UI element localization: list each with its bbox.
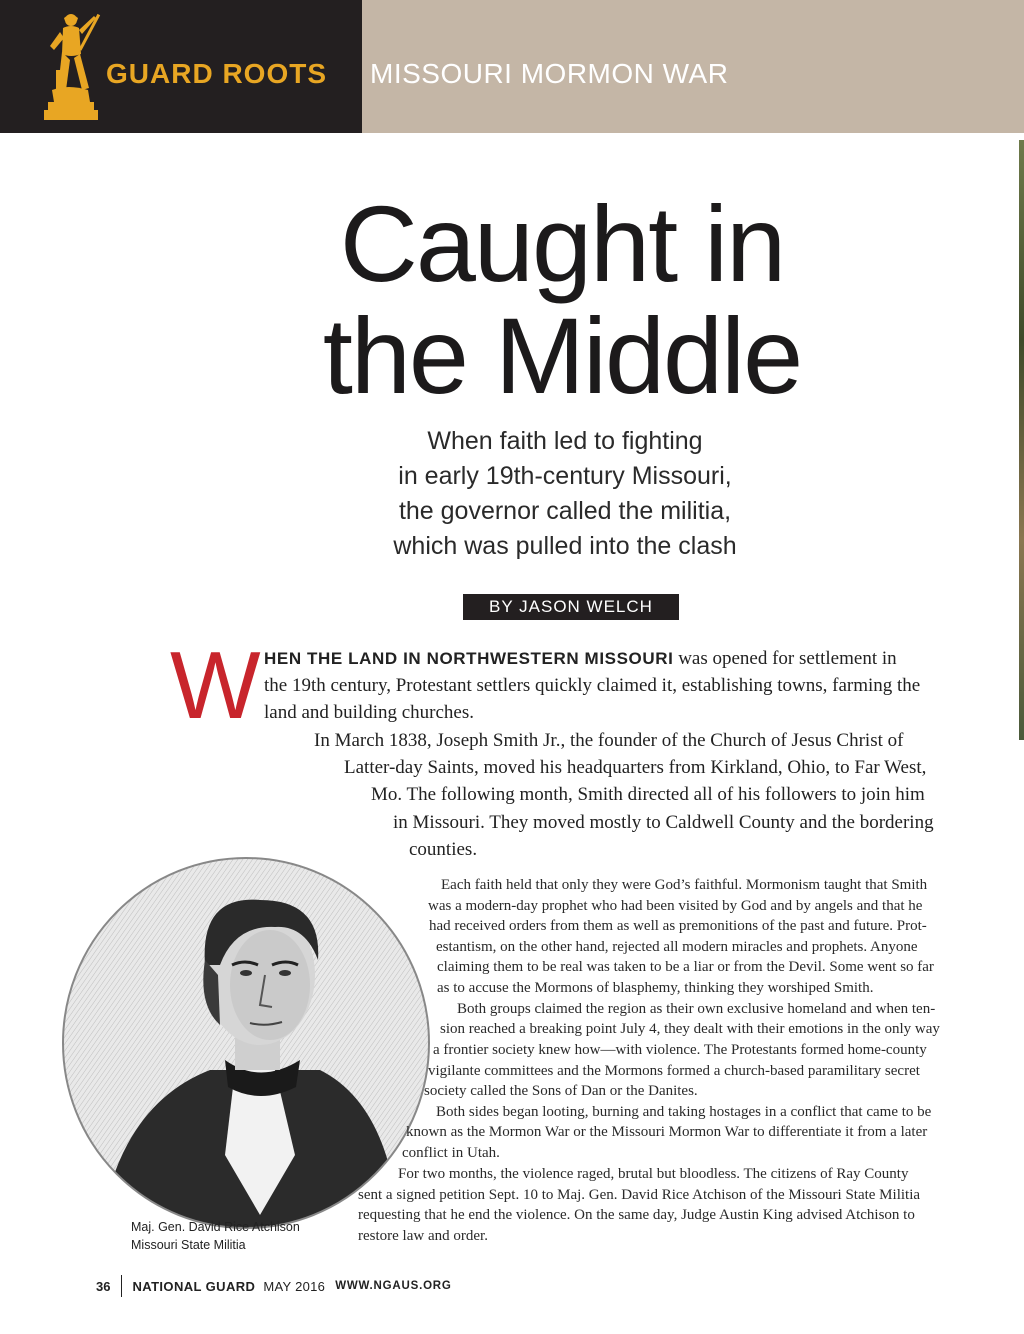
article-headline (0, 183, 1024, 416)
page-footer (96, 1275, 452, 1297)
lead-line-1-rest: was opened for settlement in (673, 648, 897, 669)
body-line-8: sion reached a breaking point July 4, they dealt with their emotions in the only way (440, 1021, 940, 1037)
magazine-name: NATIONAL GUARD (132, 1278, 256, 1294)
body-line-15: For two months, the violence raged, brutal but bloodless. The citizens of Ray County (398, 1166, 909, 1182)
lead-line-3: land and building churches. (264, 702, 475, 723)
minuteman-statue-icon (44, 10, 104, 128)
caption-line-1: Maj. Gen. David Rice Atchison (131, 1220, 300, 1234)
drop-cap: W (170, 632, 261, 739)
body-line-11: society called the Sons of Dan or the Danites. (424, 1083, 698, 1099)
section-topic: MISSOURI MORMON WAR (370, 58, 729, 89)
deck-line-3: the governor called the militia, (398, 497, 732, 525)
section-label: GUARD ROOTS (106, 58, 327, 89)
deck-line-1: When faith led to fighting (427, 427, 703, 455)
body-line-10: vigilante committees and the Mormons formed a church-based paramilitary secret (428, 1063, 920, 1079)
body-line-12: Both sides began looting, burning and taking hostages in a conflict that came to be (436, 1104, 932, 1120)
footer-divider (121, 1275, 122, 1297)
body-line-9: a frontier society knew how—with violence. The Protestants formed home-county (433, 1042, 927, 1058)
body-line-14: conflict in Utah. (402, 1145, 500, 1161)
lead-line-8: counties. (409, 839, 478, 860)
lead-line-4: In March 1838, Joseph Smith Jr., the founder of the Church of Jesus Christ of (314, 730, 904, 751)
body-line-13: known as the Mormon War or the Missouri Mormon War to differentiate it from a later (406, 1124, 928, 1140)
lead-line-1 (264, 645, 897, 672)
body-line-5: claiming them to be real was taken to be a liar or from the Devil. Some went so far (437, 959, 934, 975)
deck-line-2: in early 19th-century Missouri, (398, 462, 732, 490)
caption-line-2: Missouri State Militia (131, 1238, 246, 1252)
lead-caps: HEN THE LAND IN NORTHWESTERN MISSOURI (264, 649, 674, 668)
photo-caption (131, 1218, 300, 1254)
portrait-engraving (60, 855, 432, 1231)
body-line-3: had received orders from them as well as premonitions of the past and future. Prot- (429, 918, 927, 934)
lead-line-5: Latter-day Saints, moved his headquarters from Kirkland, Ohio, to Far West, (344, 757, 927, 778)
lead-line-6: Mo. The following month, Smith directed all of his followers to join him (371, 784, 925, 805)
headline-line-2: the Middle (322, 295, 802, 416)
headline-line-1: Caught in (339, 183, 785, 304)
deck-line-4: which was pulled into the clash (393, 532, 737, 560)
lead-line-2: the 19th century, Protestant settlers quickly claimed it, establishing towns, farming the (264, 675, 921, 696)
body-line-1: Each faith held that only they were God’s faithful. Mormonism taught that Smith (441, 877, 928, 893)
body-line-4: estantism, on the other hand, rejected all modern miracles and prophets. Anyone (436, 939, 918, 955)
body-line-17: requesting that he end the violence. On the same day, Judge Austin King advised Atchison to (358, 1207, 915, 1223)
body-line-16: sent a signed petition Sept. 10 to Maj. Gen. David Rice Atchison of the Missouri State Militia (358, 1187, 921, 1203)
page-number: 36 (96, 1278, 111, 1294)
article-deck (0, 424, 1024, 564)
body-line-2: was a modern-day prophet who had been visited by God and by angels and that he (428, 898, 923, 914)
body-line-6: as to accuse the Mormons of blasphemy, thinking they worshiped Smith. (437, 980, 874, 996)
body-line-7: Both groups claimed the region as their own exclusive homeland and when ten- (457, 1001, 936, 1017)
body-line-18: restore law and order. (358, 1228, 488, 1244)
lead-line-7: in Missouri. They moved mostly to Caldwell County and the bordering (393, 812, 934, 833)
issue-date: MAY 2016 (263, 1278, 326, 1294)
website-link[interactable]: WWW.NGAUS.ORG (335, 1280, 452, 1292)
byline: BY JASON WELCH (463, 594, 679, 620)
